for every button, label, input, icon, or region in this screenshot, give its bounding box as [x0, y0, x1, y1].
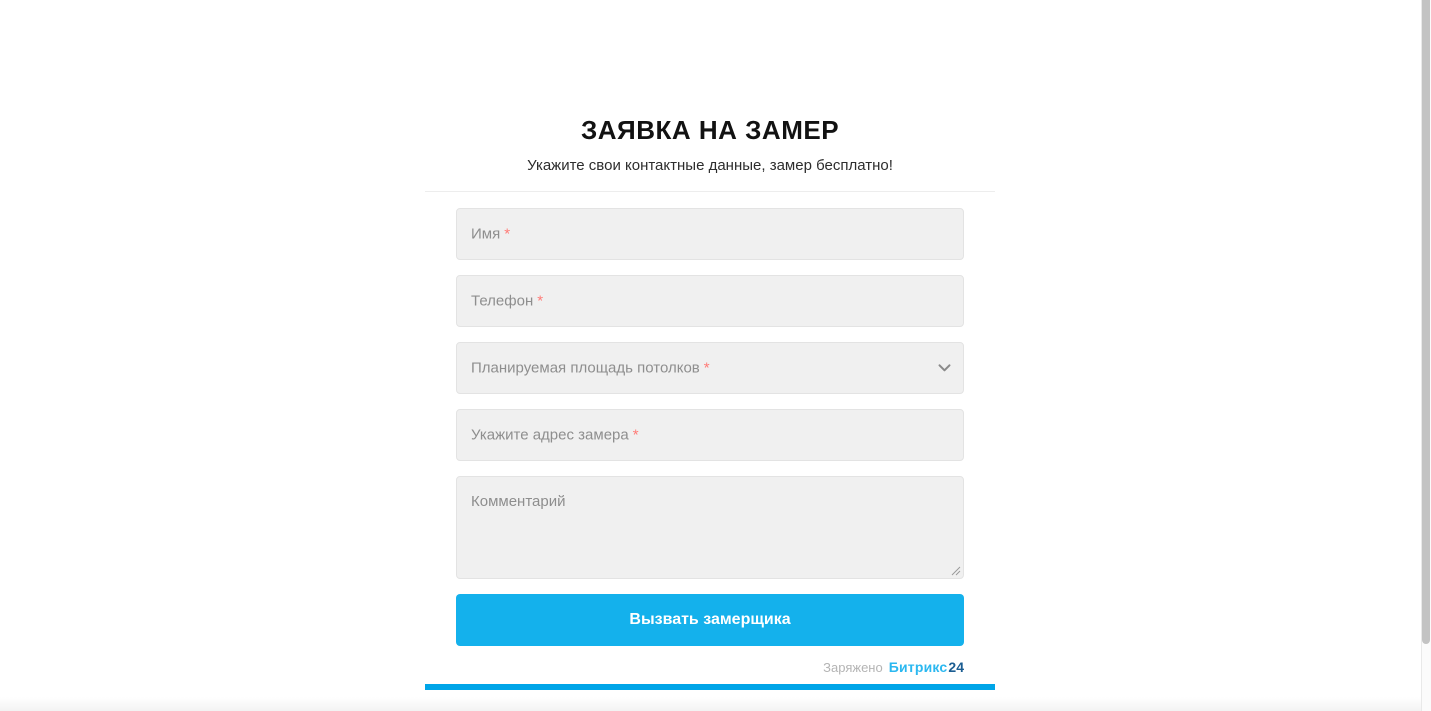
- comment-placeholder: Комментарий: [471, 493, 566, 510]
- form: [425, 192, 995, 646]
- comment-textarea[interactable]: [456, 476, 964, 579]
- scrollbar-track[interactable]: [1421, 0, 1431, 711]
- address-field-wrapper: [456, 409, 964, 461]
- ceiling-area-field-wrapper: [456, 342, 964, 394]
- bottom-shade: [0, 697, 1421, 711]
- name-input[interactable]: [456, 208, 964, 260]
- bitrix24-suffix[interactable]: 24: [948, 659, 964, 675]
- page-subtitle: Укажите свои контактные данные, замер бесплатно!: [527, 157, 893, 174]
- powered-by-label: Заряжено: [823, 660, 883, 675]
- blue-accent-bar: [425, 684, 995, 690]
- bitrix-brand-text[interactable]: Битрикс: [888, 659, 948, 675]
- name-field-wrapper: [456, 208, 964, 260]
- phone-input[interactable]: [456, 275, 964, 327]
- required-mark: *: [632, 426, 639, 444]
- required-mark: *: [504, 225, 511, 243]
- ceiling-area-select[interactable]: [456, 342, 964, 394]
- powered-by-bitrix24: [425, 659, 995, 675]
- address-placeholder: Укажите адрес замера *: [471, 426, 639, 444]
- page-title: ЗАЯВКА НА ЗАМЕР: [580, 115, 840, 145]
- submit-button[interactable]: Вызвать замерщика: [456, 594, 964, 646]
- phone-field-wrapper: [456, 275, 964, 327]
- address-input[interactable]: [456, 409, 964, 461]
- required-mark: *: [703, 359, 710, 377]
- phone-placeholder: Телефон *: [471, 292, 544, 310]
- comment-field-wrapper: [456, 476, 964, 579]
- ceiling-area-placeholder: Планируемая площадь потолков *: [471, 359, 710, 377]
- name-placeholder: Имя *: [471, 225, 511, 243]
- scrollbar-thumb[interactable]: [1422, 0, 1430, 644]
- measurement-request-form-section: [425, 0, 995, 690]
- required-mark: *: [537, 292, 544, 310]
